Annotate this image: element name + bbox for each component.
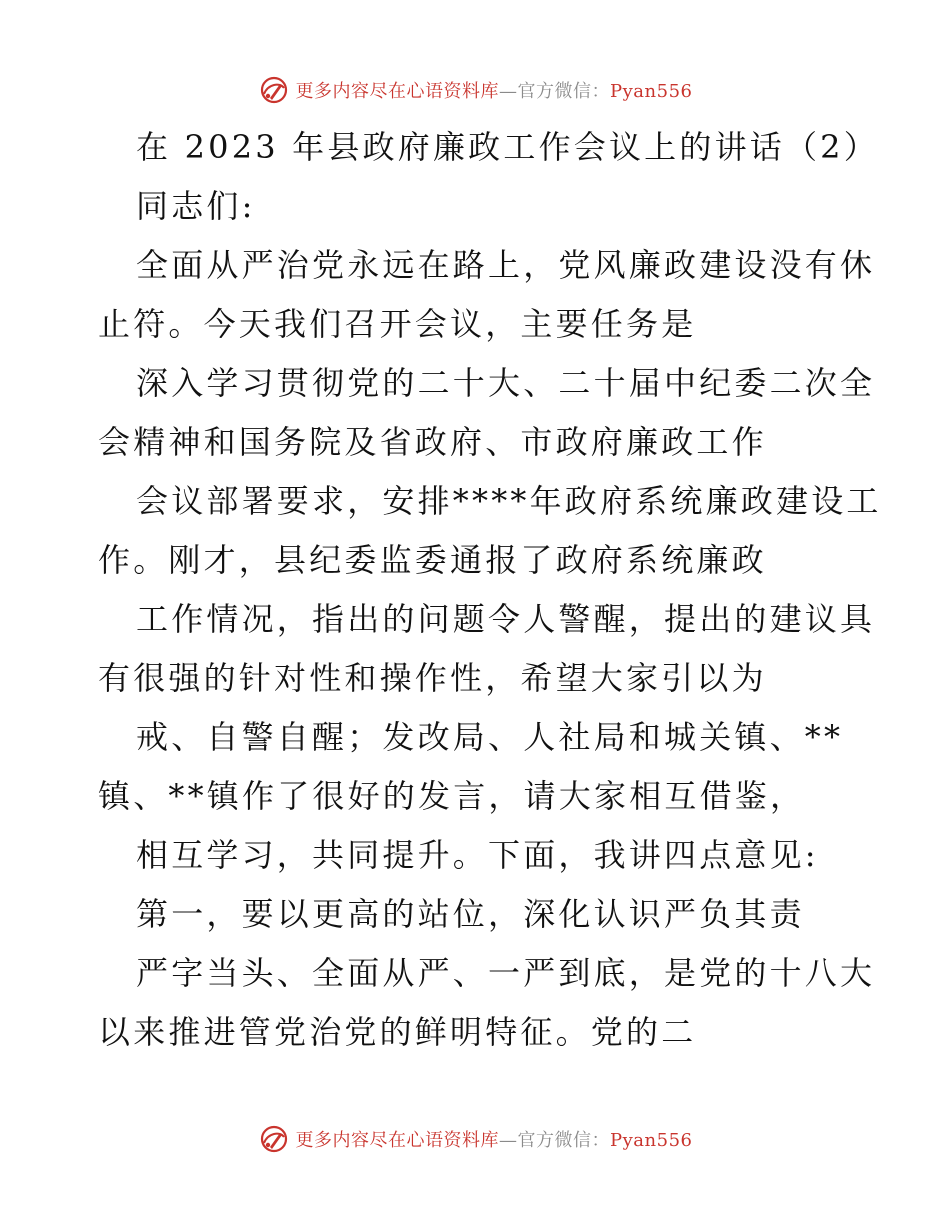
paragraph-line: 工作情况，指出的问题令人警醒，提出的建议具 <box>136 600 876 638</box>
footer-watermark <box>0 1119 950 1159</box>
watermark-wechat-id: Pyan556 <box>610 1130 693 1151</box>
watermark-wechat-label: —官方微信： <box>499 1130 611 1151</box>
paragraph-line: 深入学习贯彻党的二十大、二十届中纪委二次全 <box>136 364 876 402</box>
watermark-text <box>296 77 693 103</box>
paragraph-line: 会精神和国务院及省政府、市政府廉政工作 <box>98 423 767 461</box>
paragraph-line: 镇、**镇作了很好的发言，请大家相互借鉴， <box>98 777 806 815</box>
watermark-wechat-id: Pyan556 <box>610 81 693 102</box>
pen-swirl-logo-icon <box>258 74 290 106</box>
header-watermark <box>0 70 950 110</box>
paragraph-line: 会议部署要求，安排****年政府系统廉政建设工 <box>136 482 882 520</box>
paragraph-line: 戒、自警自醒；发改局、人社局和城关镇、** <box>136 718 844 756</box>
paragraph-line: 相互学习，共同提升。下面，我讲四点意见: <box>136 836 819 874</box>
paragraph-line: 严字当头、全面从严、一严到底，是党的十八大 <box>136 954 876 992</box>
watermark-site-name: 更多内容尽在心语资料库 <box>295 1130 500 1151</box>
document-title: 在 2023 年县政府廉政工作会议上的讲话（2） <box>136 128 879 166</box>
paragraph-line: 有很强的针对性和操作性，希望大家引以为 <box>98 659 767 697</box>
paragraph-line: 全面从严治党永远在路上，党风廉政建设没有休 <box>136 246 876 284</box>
watermark-wechat-label: —官方微信： <box>499 81 611 102</box>
section-heading: 第一，要以更高的站位，深化认识严负其责 <box>136 895 805 933</box>
salutation: 同志们: <box>136 187 256 225</box>
watermark-text <box>296 1126 693 1152</box>
paragraph-line: 作。刚才，县纪委监委通报了政府系统廉政 <box>98 541 767 579</box>
paragraph-line: 止符。今天我们召开会议，主要任务是 <box>98 305 697 343</box>
paragraph-line: 以来推进管党治党的鲜明特征。党的二 <box>98 1013 697 1051</box>
pen-swirl-logo-icon <box>258 1123 290 1155</box>
watermark-site-name: 更多内容尽在心语资料库 <box>295 81 500 102</box>
